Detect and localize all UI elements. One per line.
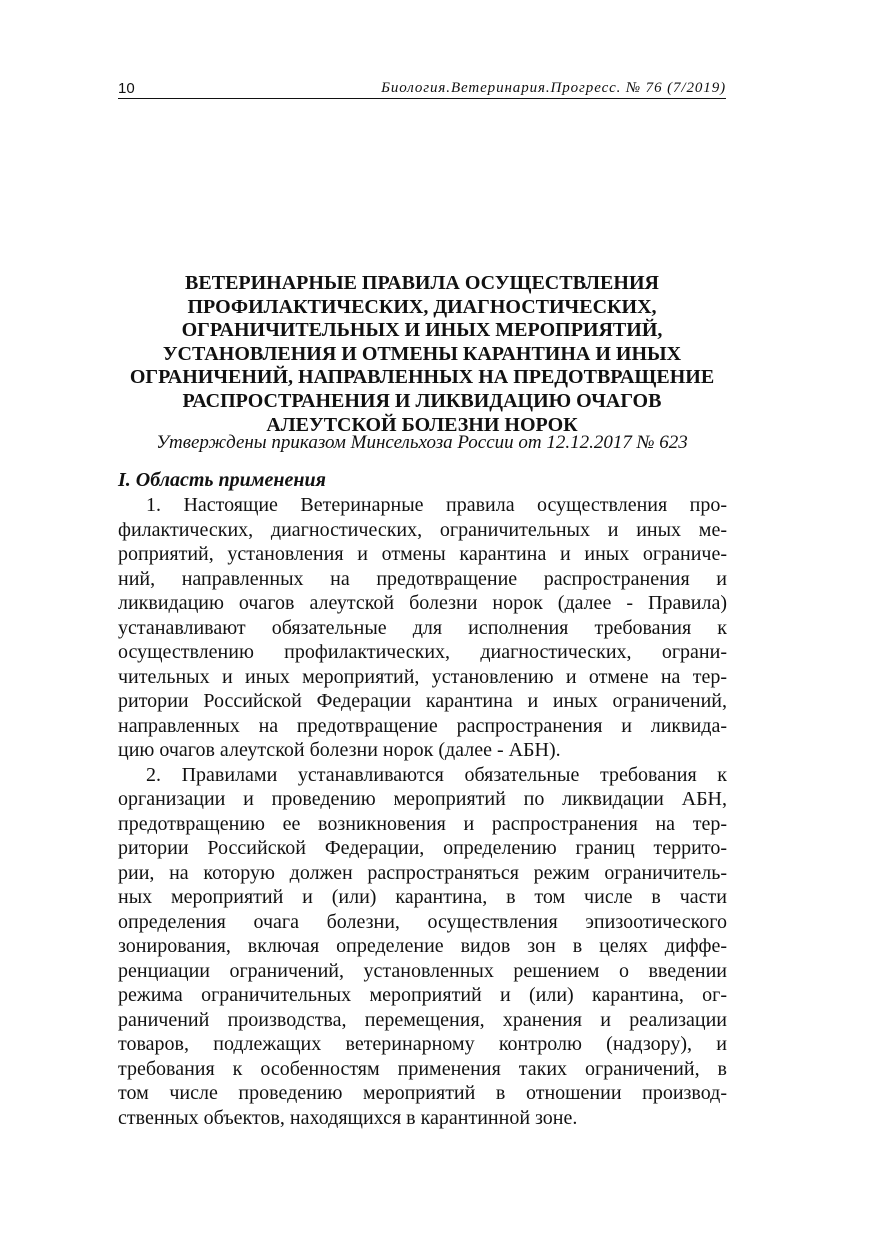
text-line: ликвидацию очагов алеутской болезни норок (далее - Правила) [118, 592, 727, 614]
title-line: ВЕТЕРИНАРНЫЕ ПРАВИЛА ОСУЩЕСТВЛЕНИЯ [185, 272, 659, 294]
approval-note: Утверждены приказом Минсельхоза России от 12.12.2017 № 623 [156, 432, 688, 453]
text-line: товаров, подлежащих ветеринарному контролю (надзору), и [118, 1033, 727, 1055]
paragraph-2 [118, 763, 727, 1131]
text-line: режима ограничительных мероприятий и (или) карантина, ог- [118, 984, 727, 1006]
text-line: раничений производства, перемещения, хранения и реализации [118, 1008, 727, 1031]
text-line: предотвращению ее возникновения и распространения на тер- [118, 812, 727, 835]
text-line: направленных на предотвращение распространения и ликвида- [118, 714, 727, 737]
text-line: 1. Настоящие Ветеринарные правила осуществления про- [146, 494, 727, 516]
text-line: ний, направленных на предотвращение распространения и [118, 567, 727, 590]
text-line: определения очага болезни, осуществления эпизоотического [118, 910, 727, 933]
text-line: организации и проведению мероприятий по ликвидации АБН, [118, 788, 727, 810]
text-line: ренциации ограничений, установленных решением о введении [118, 959, 727, 982]
text-line: рии, на которую должен распространяться режим ограничитель- [118, 861, 727, 884]
title-line: АЛЕУТСКОЙ БОЛЕЗНИ НОРОК [266, 413, 578, 436]
section-body [118, 493, 727, 1130]
page-number: 10 [118, 80, 135, 97]
title-line: ОГРАНИЧЕНИЙ, НАПРАВЛЕННЫХ НА ПРЕДОТВРАЩЕНИЕ [129, 366, 715, 389]
title-line: ОГРАНИЧИТЕЛЬНЫХ И ИНЫХ МЕРОПРИЯТИЙ, [181, 319, 663, 342]
title-line: ПРОФИЛАКТИЧЕСКИХ, ДИАГНОСТИЧЕСКИХ, [187, 295, 657, 318]
text-line: требования к особенностям применения таких ограничений, в [118, 1057, 727, 1080]
section-heading: I. Область применения [118, 469, 326, 491]
text-line: том числе проведению мероприятий в отношении производ- [118, 1082, 727, 1104]
text-line: цию очагов алеутской болезни норок (далее - АБН). [118, 739, 561, 761]
text-line: филактических, диагностических, ограничительных и иных ме- [118, 518, 727, 541]
page-header [118, 76, 726, 99]
text-line: 2. Правилами устанавливаются обязательные требования к [146, 763, 727, 786]
text-line: ных мероприятий и (или) карантина, в том числе в части [118, 886, 727, 908]
text-line: чительных и иных мероприятий, установлению и отмене на тер- [118, 665, 727, 688]
text-line: роприятий, установления и отмены карантина и иных ограниче- [118, 543, 727, 565]
journal-title: Биология.Ветеринария.Прогресс. № 76 (7/2019) [381, 80, 726, 96]
text-line: ритории Российской Федерации карантина и иных ограничений, [118, 690, 727, 712]
paragraph-1 [118, 493, 727, 763]
document-title [112, 272, 732, 437]
title-line: УСТАНОВЛЕНИЯ И ОТМЕНЫ КАРАНТИНА И ИНЫХ [162, 342, 682, 365]
title-line: РАСПРОСТРАНЕНИЯ И ЛИКВИДАЦИЮ ОЧАГОВ [182, 389, 662, 412]
text-line: устанавливают обязательные для исполнения требования к [118, 616, 727, 639]
text-line: ритории Российской Федерации, определению границ террито- [118, 837, 727, 859]
text-line: осуществлению профилактических, диагностических, ограни- [118, 641, 727, 663]
text-line: ственных объектов, находящихся в карантинной зоне. [118, 1106, 578, 1129]
text-line: зонирования, включая определение видов зон в целях диффе- [118, 935, 727, 957]
